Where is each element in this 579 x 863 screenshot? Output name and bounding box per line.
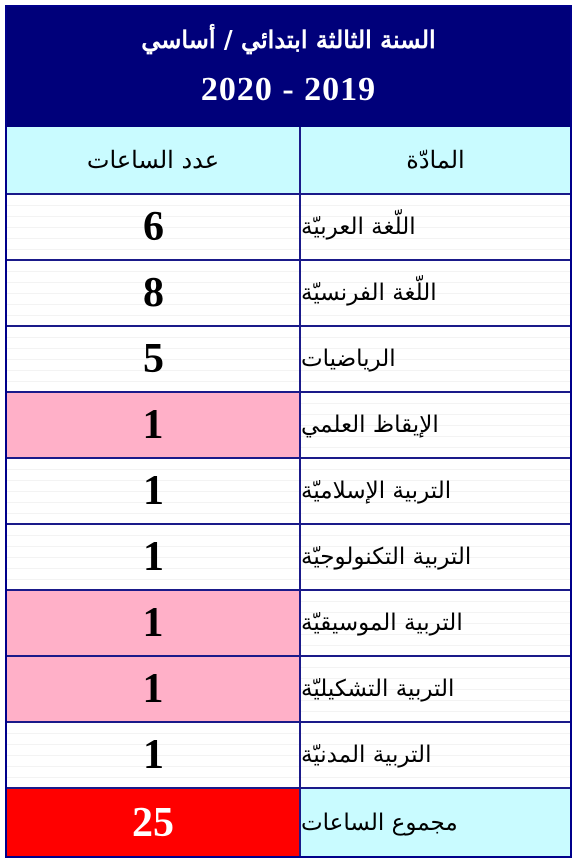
subject-cell (301, 657, 570, 723)
table-row (7, 459, 570, 525)
total-label-cell (301, 789, 570, 856)
subject-name: التربية التكنولوجيّة (301, 544, 472, 570)
table-row (7, 657, 570, 723)
subject-column-label: المادّة (406, 146, 465, 174)
hours-cell (7, 261, 301, 327)
hours-cell (7, 195, 301, 261)
hours-value: 1 (142, 666, 164, 712)
total-row (7, 789, 570, 856)
hours-cell (7, 525, 301, 591)
hours-value: 8 (143, 270, 164, 316)
page-title: السنة الثالثة ابتدائي / أساسي (141, 25, 436, 54)
hours-value: 5 (143, 336, 164, 382)
subject-name: الإيقاظ العلمي (301, 412, 439, 438)
subject-cell (301, 723, 570, 789)
column-header-row (7, 127, 570, 195)
hours-value: 1 (143, 534, 164, 580)
subject-cell (301, 591, 570, 657)
timetable (5, 5, 572, 858)
subject-name: التربية الموسيقيّة (301, 610, 463, 636)
hours-cell (7, 657, 301, 723)
table-row (7, 591, 570, 657)
subject-cell (301, 261, 570, 327)
subject-name: التربية التشكيليّة (301, 676, 455, 702)
total-hours-value: 25 (132, 799, 174, 846)
hours-column-header (7, 127, 301, 195)
table-row (7, 393, 570, 459)
table-row (7, 525, 570, 591)
hours-cell (7, 393, 301, 459)
hours-cell (7, 327, 301, 393)
subject-name: الرياضيات (301, 346, 396, 372)
hours-column-label: عدد الساعات (86, 146, 220, 174)
table-row (7, 261, 570, 327)
hours-value: 1 (143, 468, 164, 514)
subject-cell (301, 393, 570, 459)
hours-cell (7, 723, 301, 789)
subject-cell (301, 195, 570, 261)
table-row (7, 195, 570, 261)
table-row (7, 327, 570, 393)
total-hours-cell (7, 789, 301, 856)
subject-cell (301, 459, 570, 525)
subject-name: التربية المدنيّة (301, 742, 432, 768)
hours-value: 1 (143, 732, 164, 778)
subject-cell (301, 525, 570, 591)
subject-cell (301, 327, 570, 393)
subject-name: اللّغة الفرنسيّة (301, 280, 437, 306)
table-row (7, 723, 570, 789)
school-year: 2020 - 2019 (200, 71, 377, 108)
table-header (7, 7, 570, 127)
subject-name: التربية الإسلاميّة (301, 478, 452, 504)
subject-name: اللّغة العربيّة (301, 214, 416, 240)
subject-column-header (301, 127, 570, 195)
hours-cell (7, 459, 301, 525)
hours-cell (7, 591, 301, 657)
hours-value: 6 (143, 204, 164, 250)
total-label: مجموع الساعات (301, 809, 458, 836)
hours-value: 1 (142, 600, 164, 646)
hours-value: 1 (142, 402, 164, 448)
